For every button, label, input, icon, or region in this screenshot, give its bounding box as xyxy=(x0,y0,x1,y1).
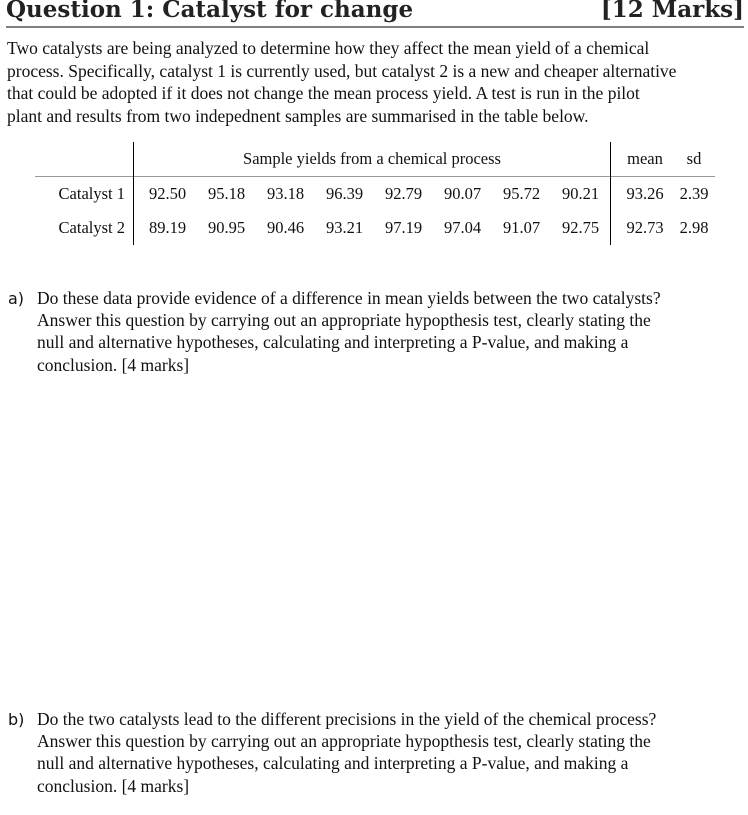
sample-cell: 90.95 xyxy=(207,218,246,237)
mean-header: mean xyxy=(611,142,674,177)
samples-header: Sample yields from a chemical process xyxy=(243,149,501,168)
question-line: null and alternative hypotheses, calculating and interpreting a P-value, and making a xyxy=(37,753,629,774)
sample-cell: 97.19 xyxy=(384,218,423,237)
table-row xyxy=(35,177,715,212)
table-row xyxy=(35,211,715,245)
sample-cell: 95.18 xyxy=(207,184,246,203)
intro-line: process. Specifically, catalyst 1 is currently used, but catalyst 2 is a new and cheaper alternative xyxy=(7,60,677,81)
question-line: null and alternative hypotheses, calculating and interpreting a P-value, and making a xyxy=(37,332,629,353)
sample-cell: 93.21 xyxy=(325,218,364,237)
question-line: conclusion. [4 marks] xyxy=(37,354,190,375)
mean-cell: 92.73 xyxy=(611,211,674,245)
sample-cell: 93.18 xyxy=(266,184,305,203)
sd-cell: 2.39 xyxy=(679,184,709,203)
question-line: Answer this question by carrying out an appropriate hypopthesis test, clearly stating the xyxy=(37,310,651,331)
sample-cell: 91.07 xyxy=(502,218,541,237)
question-a-label: a) xyxy=(8,289,25,308)
question-b-label: b) xyxy=(8,710,25,729)
sample-cell: 92.79 xyxy=(384,184,423,203)
yields-table xyxy=(35,142,715,245)
sample-cell: 90.46 xyxy=(266,218,305,237)
question-title: Question 1: Catalyst for change xyxy=(6,0,414,23)
intro-line: Two catalysts are being analyzed to determine how they affect the mean yield of a chemical xyxy=(7,38,650,58)
question-heading xyxy=(6,0,744,28)
intro-paragraph xyxy=(7,37,742,128)
sample-cell: 89.19 xyxy=(148,218,187,237)
sample-cell: 90.07 xyxy=(443,184,482,203)
question-line: Do the two catalysts lead to the different precisions in the yield of the chemical process? xyxy=(37,709,657,729)
marks-label: [12 Marks] xyxy=(600,0,744,23)
question-a xyxy=(8,287,738,376)
sample-cell: 92.75 xyxy=(561,218,600,237)
question-line: Answer this question by carrying out an appropriate hypopthesis test, clearly stating the xyxy=(37,731,651,752)
question-b xyxy=(8,708,738,797)
sample-cell: 96.39 xyxy=(325,184,364,203)
sample-cell: 92.50 xyxy=(148,184,187,203)
question-line: conclusion. [4 marks] xyxy=(37,775,190,796)
sample-cell: 95.72 xyxy=(502,184,541,203)
row-label: Catalyst 2 xyxy=(35,211,134,245)
intro-line: that could be adopted if it does not change the mean process yield. A test is run in the pilot xyxy=(7,83,640,104)
question-b-text xyxy=(37,708,656,797)
sample-cell: 97.04 xyxy=(443,218,482,237)
sample-cell: 90.21 xyxy=(561,184,600,203)
question-line: Do these data provide evidence of a difference in mean yields between the two catalysts? xyxy=(37,288,661,308)
row-label: Catalyst 1 xyxy=(35,177,134,212)
sd-header: sd xyxy=(686,149,702,168)
intro-line: plant and results from two indepednent samples are summarised in the table below. xyxy=(7,106,589,127)
table-header-row xyxy=(35,142,715,177)
question-a-text xyxy=(37,287,661,376)
row-label-header xyxy=(35,142,134,177)
sd-cell: 2.98 xyxy=(679,218,709,237)
mean-cell: 93.26 xyxy=(611,177,674,212)
